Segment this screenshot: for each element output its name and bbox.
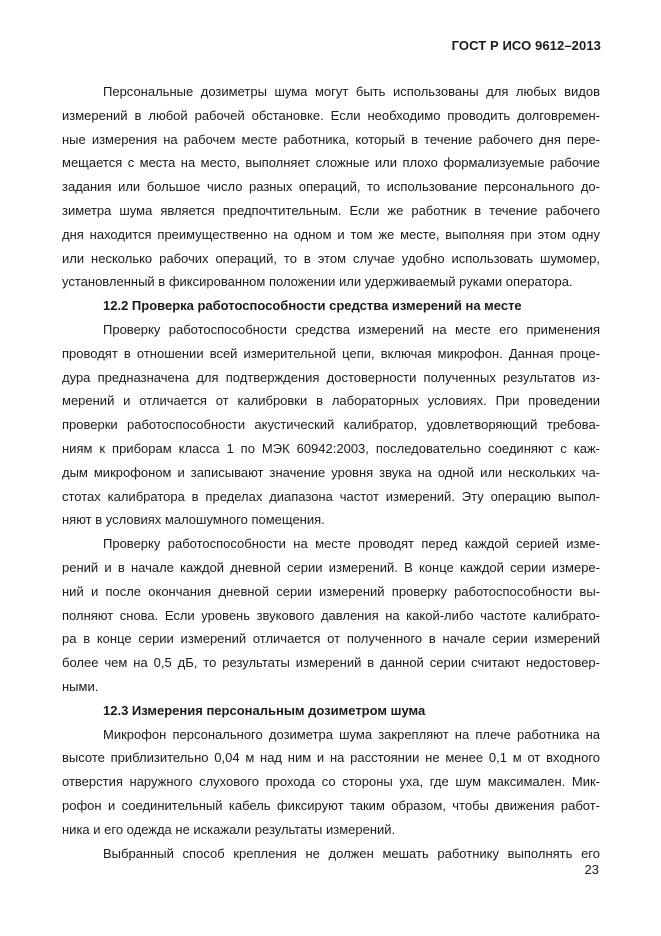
text-line: отверстия наружного слухового прохода со стороны уха, где шум максимален. Мик-: [62, 774, 600, 790]
text-line: ными.: [62, 678, 99, 694]
paragraph-mounting-method: [62, 842, 600, 866]
text-line: Проверку работоспособности на месте проводят перед каждой серией изме-: [103, 536, 600, 552]
section-heading-12-2: 12.2 Проверка работоспособности средства измерений на месте: [103, 298, 522, 314]
text-line: рофон и соединительный кабель фиксируют таким образом, чтобы движения работ-: [62, 797, 600, 813]
text-line: няют в условиях малошумного помещения.: [62, 512, 325, 528]
text-line: Микрофон персонального дозиметра шума закрепляют на плече работника на: [103, 726, 600, 742]
text-line: дура предназначена для подтверждения достоверности полученных результатов из-: [62, 369, 600, 385]
paragraph-field-check: [62, 318, 600, 532]
text-line: рений и в начале каждой дневной серии измерений. В конце каждой серии измере-: [62, 559, 600, 575]
page-number: 23: [584, 862, 599, 877]
text-line: ний и после окончания дневной серии измерений проверку работоспособности вы-: [62, 583, 600, 599]
section-heading-12-3: 12.3 Измерения персональным дозиметром шума: [103, 702, 426, 718]
text-line: ные измерения на рабочем месте работника, который в течение рабочего дня пере-: [62, 131, 600, 147]
text-line: проверки работоспособности акустический калибратор, удовлетворяющий требова-: [62, 417, 600, 433]
text-line: дым микрофоном и записывают значение уровня звука на одной или нескольких ча-: [62, 464, 600, 480]
text-line: полняют снова. Если уровень звукового давления на какой-либо частоте калибрато-: [62, 607, 600, 623]
text-line: Проверку работоспособности средства измерений на месте его применения: [103, 321, 600, 337]
paragraph-check-schedule: [62, 532, 600, 699]
text-line: зиметра шума является предпочтительным. Если же работник в течение рабочего: [62, 202, 600, 218]
document-body: [62, 80, 600, 865]
text-line: установленный в фиксированном положении или удерживаемый руками оператора.: [62, 274, 573, 290]
text-line: дня находится преимущественно на одном и том же месте, выполняя при этом одну: [62, 226, 600, 242]
text-line: или несколько рабочих операций, то в этом случае удобно использовать шумомер,: [62, 250, 600, 266]
text-line: ра в конце серии измерений отличается от полученного в начале серии измерений: [62, 631, 600, 647]
text-line: проводят в отношении всей измерительной цепи, включая микрофон. Данная проце-: [62, 345, 600, 361]
text-line: мерений и отличается от калибровки в лабораторных условиях. При проведении: [62, 393, 600, 409]
text-line: задания или большое число разных операций, то использование персонального до-: [62, 179, 600, 195]
text-line: стотах калибратора в пределах диапазона частот измерений. Эту операцию выпол-: [62, 488, 600, 504]
paragraph-microphone-placement: [62, 723, 600, 842]
paragraph-personal-dosimeters: [62, 80, 600, 294]
document-code-header: ГОСТ Р ИСО 9612–2013: [451, 38, 601, 53]
text-line: ника и его одежда не искажали результаты измерений.: [62, 821, 396, 837]
text-line: измерений в любой рабочей обстановке. Если необходимо проводить долговремен-: [62, 107, 600, 123]
text-line: ниям к приборам класса 1 по МЭК 60942:2003, последовательно соединяют с каж-: [62, 440, 600, 456]
text-line: Персональные дозиметры шума могут быть использованы для любых видов: [103, 84, 600, 99]
text-line: Выбранный способ крепления не должен мешать работнику выполнять его: [103, 845, 600, 861]
text-line: более чем на 0,5 дБ, то результаты измерений в данной серии считают недостовер-: [62, 655, 600, 671]
text-line: высоте приблизительно 0,04 м над ним и на расстоянии не менее 0,1 м от входного: [62, 750, 600, 766]
text-line: мещается с места на место, выполняет сложные или плохо формализуемые рабочие: [62, 155, 600, 171]
